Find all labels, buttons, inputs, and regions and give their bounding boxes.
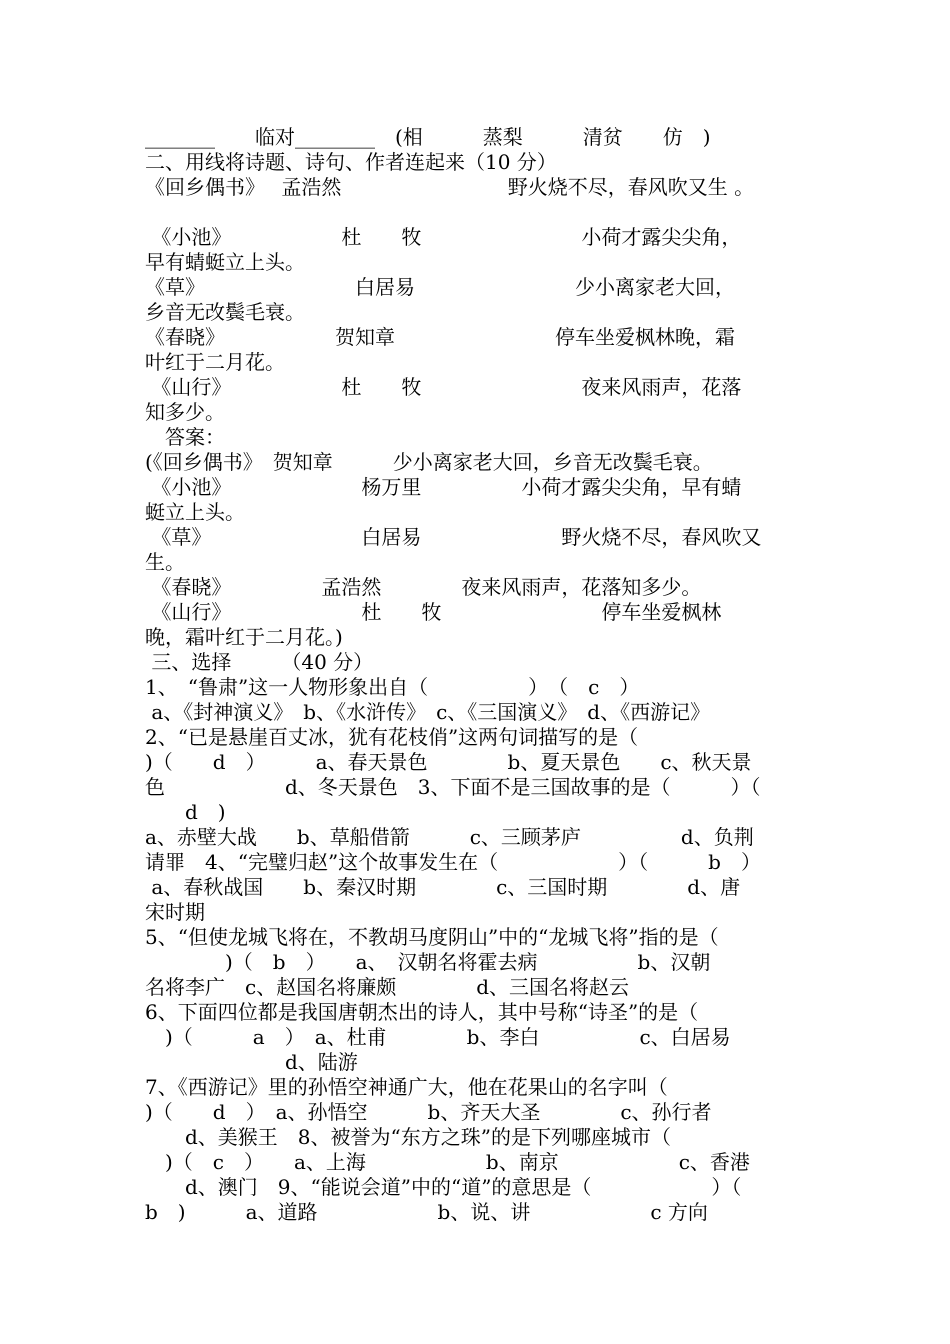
text-line: 《春晓》 贺知章 停车坐爱枫林晚，霜 (145, 325, 735, 349)
question-line: d、澳门 9、“能说会道”中的“道”的意思是（ ）（ (145, 1175, 742, 1199)
question-line: 名将李广 c、赵国名将廉颇 d、三国名将赵云 (145, 975, 630, 999)
text-line: 知多少。 (145, 400, 225, 424)
text-line: _______ 临对________ (相 蒸梨 清贫 仿 ) (145, 125, 711, 149)
answer-line: 《春晓》 孟浩然 夜来风雨声，花落知多少。 (145, 575, 702, 599)
question-line: )（ d ） a、孙悟空 b、齐天大圣 c、孙行者 (145, 1100, 712, 1124)
question-line: d、陆游 (145, 1050, 358, 1074)
answer-line: 晚，霜叶红于二月花。) (145, 625, 343, 649)
question-line: )（ b ） a、 汉朝名将霍去病 b、汉朝 (145, 950, 711, 974)
text-line: 《草》 白居易 少小离家老大回， (145, 275, 735, 299)
question-line: )（ c ） a、上海 b、南京 c、香港 (145, 1150, 750, 1174)
answer-label: 答案： (145, 425, 225, 449)
blank-line (145, 200, 825, 224)
question-line: 2、“已是悬崖百丈冰，犹有花枝俏”这两句词描写的是（ (145, 725, 639, 749)
question-line: )（ a ） a、杜甫 b、李白 c、白居易 (145, 1025, 731, 1049)
answer-line: (《回乡偶书》 贺知章 少小离家老大回，乡音无改鬓毛衰。 (145, 450, 713, 474)
question-line: d ) (145, 800, 226, 824)
question-line: 宋时期 (145, 900, 205, 924)
question-line: b ) a、道路 b、说、讲 c 方向 (145, 1200, 708, 1224)
question-line: a、《封神演义》 b、《水浒传》 c、《三国演义》 d、《西游记》 (145, 700, 711, 724)
text-line: 《回乡偶书》 孟浩然 野火烧不尽，春风吹又生 。 (145, 175, 755, 199)
text-line: 乡音无改鬓毛衰。 (145, 300, 305, 324)
question-line: a、赤壁大战 b、草船借箭 c、三顾茅庐 d、负荆 (145, 825, 754, 849)
text-line: 《山行》 杜 牧 夜来风雨声，花落 (145, 375, 742, 399)
text-line: 《小池》 杜 牧 小荷才露尖尖角， (145, 225, 742, 249)
answer-line: 《小池》 杨万里 小荷才露尖尖角，早有蜻 (145, 475, 742, 499)
answer-line: 生。 (145, 550, 185, 574)
question-line: )（ d ） a、春天景色 b、夏天景色 c、秋天景 (145, 750, 752, 774)
section-heading: 二、用线将诗题、诗句、作者连起来（10 分） (145, 150, 557, 174)
question-line: 请罪 4、“完璧归赵”这个故事发生在（ ）（ b ） (145, 850, 761, 874)
text-line: 叶红于二月花。 (145, 350, 285, 374)
answer-line: 蜓立上头。 (145, 500, 245, 524)
answer-line: 《山行》 杜 牧 停车坐爱枫林 (145, 600, 722, 624)
question-line: 7、《西游记》里的孙悟空神通广大，他在花果山的名字叫（ (145, 1075, 668, 1099)
answer-line: 《草》 白居易 野火烧不尽，春风吹又 (145, 525, 762, 549)
question-line: 6、下面四位都是我国唐朝杰出的诗人，其中号称“诗圣”的是（ (145, 1000, 699, 1024)
text-line: 早有蜻蜓立上头。 (145, 250, 305, 274)
question-line: a、春秋战国 b、秦汉时期 c、三国时期 d、唐 (145, 875, 741, 899)
section-heading: 三、选择 （40 分） (145, 650, 374, 674)
question-line: 色 d、冬天景色 3、下面不是三国故事的是（ ）（ (145, 775, 761, 799)
question-line: d、美猴王 8、被誉为“东方之珠”的是下列哪座城市（ (145, 1125, 671, 1149)
question-line: 5、“但使龙城飞将在，不教胡马度阴山”中的“龙城飞将”指的是（ (145, 925, 719, 949)
question-line: 1、 “鲁肃”这一人物形象出自（ ） （ c ） (145, 675, 640, 699)
